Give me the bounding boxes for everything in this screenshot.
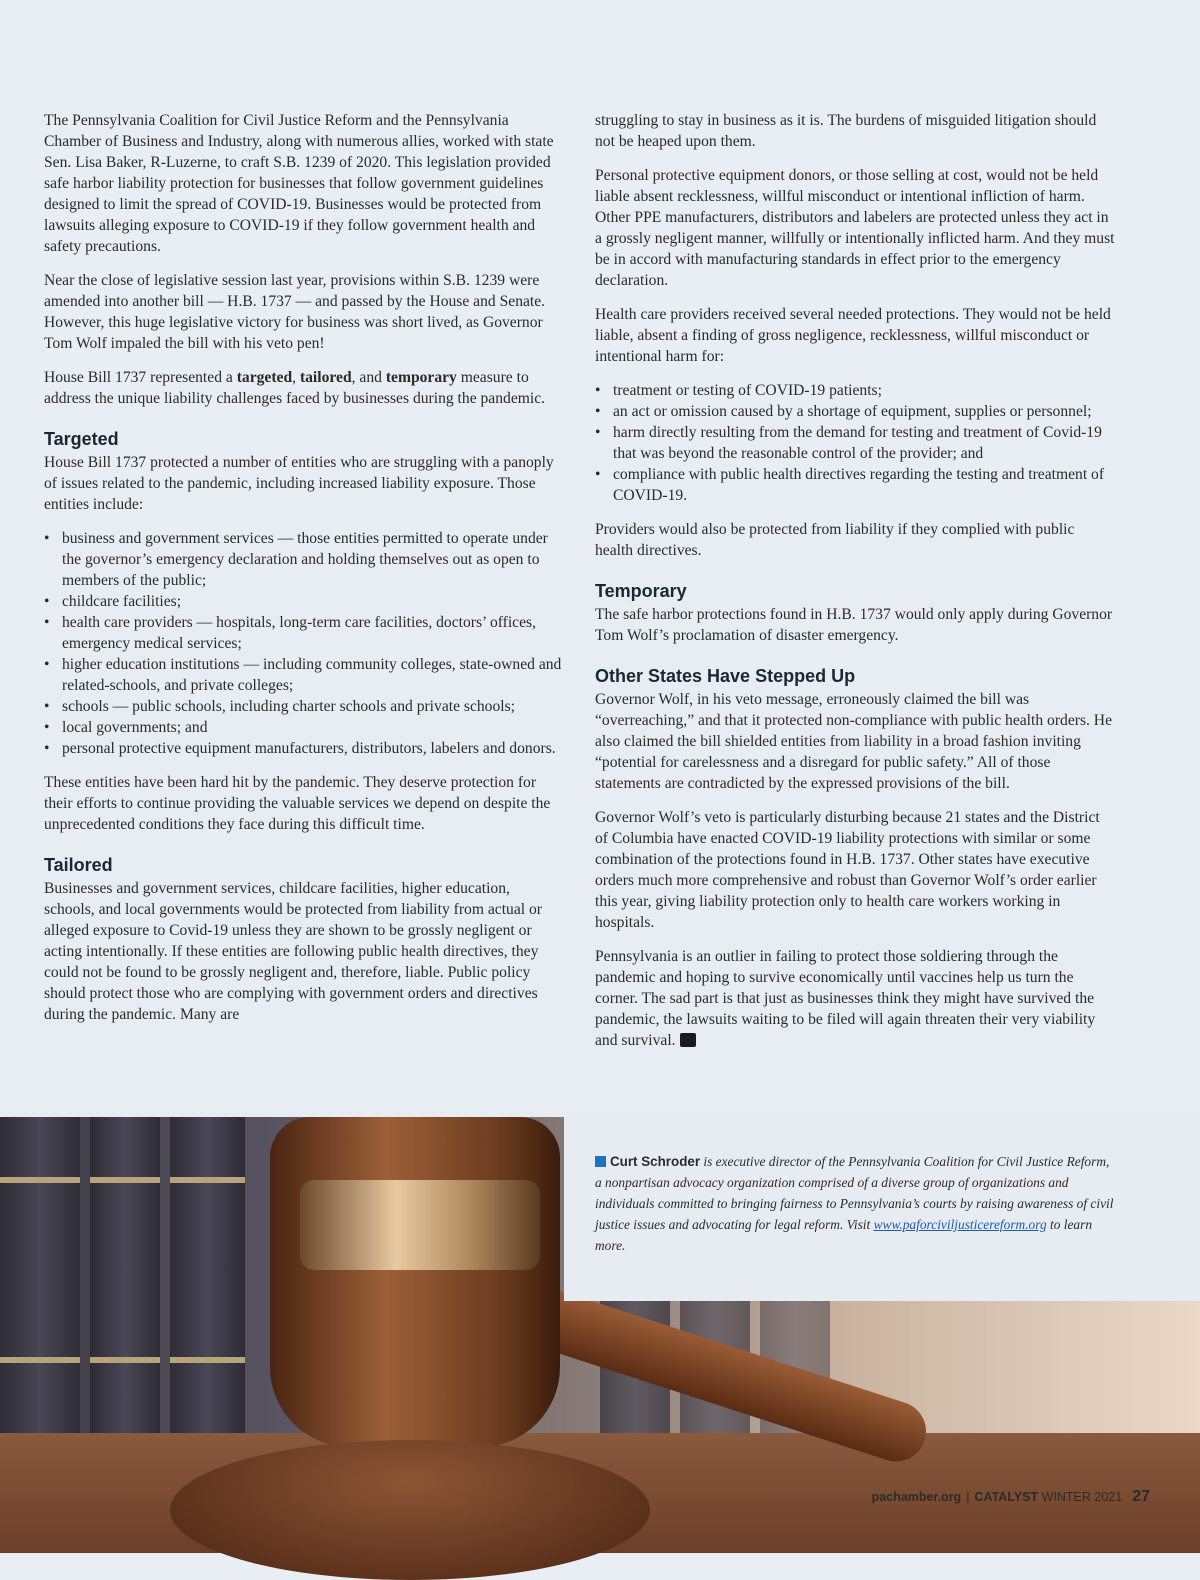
right-column — [595, 110, 1115, 1064]
sound-block — [170, 1440, 650, 1580]
summary-sep-2: , and — [351, 369, 386, 386]
paragraph-ppe: Personal protective equipment donors, or those selling at cost, would not be held liable absent recklessness, willful misconduct or intentional infliction of harm. Other PPE manufacturers, distributors and labelers are protected unless they act in a grossly negligent manner, willfully or intentionally inflicted harm. And they must be in accord with manufacturing standards in effect prior to the emergency declaration. — [595, 167, 1115, 289]
author-name: Curt Schroder — [610, 1154, 701, 1169]
health-care-list — [595, 380, 1115, 506]
list-item: • health care providers — hospitals, long-term care facilities, doctors’ offices, emergency medical services; — [44, 612, 564, 654]
author-bio — [595, 1151, 1115, 1256]
paragraph-continued: struggling to stay in business as it is. The burdens of misguided litigation should not be heaped upon them. — [595, 112, 1097, 150]
heading-tailored: Tailored — [44, 855, 113, 875]
list-item: • treatment or testing of COVID-19 patients; — [595, 380, 1115, 401]
left-column — [44, 110, 564, 1038]
blue-square-icon — [595, 1156, 606, 1167]
paragraph-summary — [44, 367, 564, 409]
summary-text-start: House Bill 1737 represented a — [44, 369, 237, 386]
list-item: • childcare facilities; — [44, 591, 564, 612]
footer-issue: WINTER 2021 — [1041, 1490, 1123, 1504]
summary-bold-targeted: targeted — [236, 369, 293, 386]
paragraph-health-care: Health care providers received several needed protections. They would not be held liable, absent a finding of gross negligence, recklessness, willful misconduct or intentional harm for: — [595, 306, 1111, 365]
list-item: • an act or omission caused by a shortage of equipment, supplies or personnel; — [595, 401, 1115, 422]
outlier-text: Pennsylvania is an outlier in failing to protect those soldiering through the pandemic and hoping to survive economically until vaccines help us turn the corner. The sad part is that just as businesses think they might have survived the pandemic, the lawsuits waiting to be filed will again threaten their very viability and survival. — [595, 948, 1096, 1049]
gavel-brass-band — [300, 1180, 540, 1270]
list-item: • harm directly resulting from the demand for testing and treatment of Covid-19 that was beyond the reasonable control of the provider; and — [595, 422, 1115, 464]
paragraph-tailored: Businesses and government services, childcare facilities, higher education, schools, and local governments would be protected from liability from actual or alleged exposure to Covid-19 unless they are shown to be grossly negligent or acting intentionally. If these entities are following public health directives, they could not be found to be grossly negligent and, therefore, liable. Public policy should protect those who are complying with government orders and directives during the pandemic. Many are — [44, 880, 542, 1023]
paragraph-providers: Providers would also be protected from liability if they complied with public health directives. — [595, 521, 1075, 559]
list-item: • local governments; and — [44, 717, 564, 738]
end-of-article-icon — [680, 1033, 696, 1047]
list-item: • business and government services — those entities permitted to operate under the governor’s emergency declaration and holding themselves out as open to members of the public; — [44, 528, 564, 591]
footer-magazine: CATALYST — [974, 1490, 1039, 1504]
list-item: • compliance with public health directives regarding the testing and treatment of COVID-19. — [595, 464, 1115, 506]
summary-sep-1: , — [292, 369, 300, 386]
list-item: • higher education institutions — including community colleges, state-owned and related-schools, and private colleges; — [44, 654, 564, 696]
footer-separator: | — [966, 1490, 970, 1504]
page-number: 27 — [1132, 1488, 1150, 1505]
paragraph-21-states: Governor Wolf’s veto is particularly disturbing because 21 states and the District of Columbia have enacted COVID-19 liability protections with similar or some combination of the protections found in H.B. 1737. Other states have executive orders much more comprehensive and robust than Governor Wolf’s order earlier this year, giving liability protection only to health care workers working in hospitals. — [595, 809, 1100, 931]
footer-site: pachamber.org — [871, 1490, 962, 1504]
heading-temporary: Temporary — [595, 581, 687, 601]
list-item: • schools — public schools, including charter schools and private schools; — [44, 696, 564, 717]
summary-text-end: measure to address the unique liability challenges faced by businesses during the pandemic. — [44, 369, 546, 407]
paragraph-veto: Near the close of legislative session last year, provisions within S.B. 1239 were amended into another bill — H.B. 1737 — and passed by the House and Senate. However, this huge legislative victory for business was short lived, as Governor Tom Wolf impaled the bill with his veto pen! — [44, 272, 546, 352]
heading-targeted: Targeted — [44, 429, 119, 449]
heading-other-states: Other States Have Stepped Up — [595, 666, 856, 686]
bio-text: is executive director of the Pennsylvania Coalition for Civil Justice Reform, a nonpartisan advocacy organization comprised of a diverse group of organizations and individuals committed to bringing fairness to Pennsylvania’s courts by raising awareness of civil justice issues and advocating for legal reform. Visit — [595, 1154, 1114, 1232]
paragraph-outlier — [595, 946, 1115, 1051]
bio-text-end: to learn more. — [595, 1217, 1093, 1253]
list-item: • personal protective equipment manufacturers, distributors, labelers and donors. — [44, 738, 564, 759]
paragraph-hard-hit: These entities have been hard hit by the pandemic. They deserve protection for their efforts to continue providing the valuable services we depend on despite the unprecedented conditions they face during this difficult time. — [44, 774, 551, 833]
website-link[interactable]: www.paforciviljusticereform.org — [873, 1217, 1047, 1232]
page-footer — [872, 1488, 1150, 1506]
summary-bold-tailored: tailored — [299, 369, 352, 386]
paragraph-veto-message: Governor Wolf, in his veto message, erroneously claimed the bill was “overreaching,” and that it protected non-compliance with public health orders. He also claimed the bill shielded entities from liability in a broad fashion inviting “potential for carelessness and a disregard for public safety.” All of those statements are contradicted by the expressed provisions of the bill. — [595, 691, 1112, 792]
paragraph-temporary: The safe harbor protections found in H.B. 1737 would only apply during Governor Tom Wolf’s proclamation of disaster emergency. — [595, 606, 1113, 644]
gavel-head — [270, 1117, 560, 1447]
paragraph-targeted: House Bill 1737 protected a number of entities who are struggling with a panoply of issues related to the pandemic, including increased liability exposure. Those entities include: — [44, 454, 554, 513]
entities-list — [44, 528, 564, 759]
summary-bold-temporary: temporary — [385, 369, 457, 386]
paragraph-intro: The Pennsylvania Coalition for Civil Justice Reform and the Pennsylvania Chamber of Business and Industry, along with numerous allies, worked with state Sen. Lisa Baker, R-Luzerne, to craft S.B. 1239 of 2020. This legislation provided safe harbor liability protection for businesses that follow government guidelines designed to limit the spread of COVID-19. Businesses would be protected from lawsuits alleging exposure to COVID-19 if they follow government health and safety precautions. — [44, 112, 554, 255]
